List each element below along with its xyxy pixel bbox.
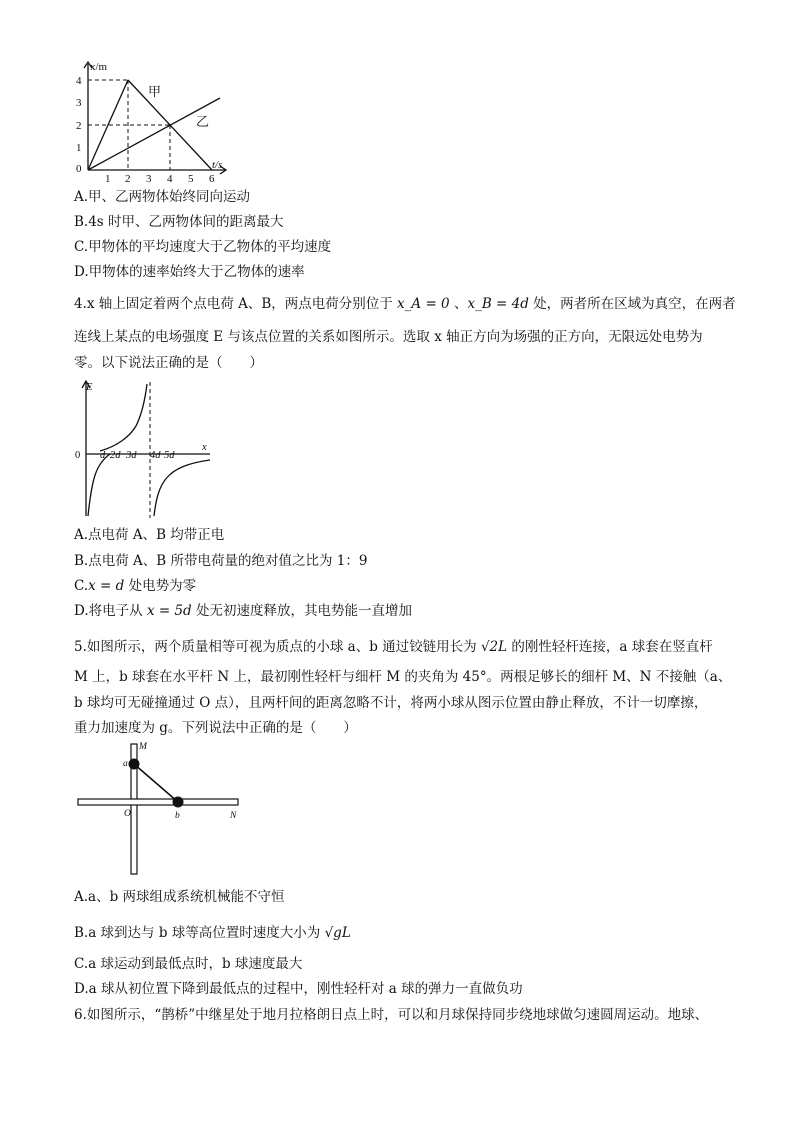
y-axis-label: x/m: [90, 61, 108, 73]
q4-stem-part1: 4.x 轴上固定着两个点电荷 A、B，两点电荷分别位于: [74, 296, 398, 312]
q4-stem-line3: 零。以下说法正确的是（ ）: [74, 355, 263, 371]
q4-option-d-suffix: 处无初速度释放，其电势能一直增加: [191, 603, 412, 619]
ball-b: [173, 797, 184, 808]
y-tick-2: 2: [76, 120, 82, 132]
q4-stem-part2: 处，两者所在区域为真空，在两者: [528, 296, 736, 312]
q4-stem-line1: [74, 295, 736, 313]
y-tick-4: 4: [76, 75, 82, 87]
q5-stem-line4: 重力加速度为 g。下列说法中正确的是（ ）: [74, 720, 357, 736]
q4-stem-line2: 连线上某点的电场强度 E 与该点位置的关系如图所示。选取 x 轴正方向为场强的正方向，无限远处电势为: [74, 329, 703, 345]
q5-option-b-prefix: B.a 球到达与 b 球等高位置时速度大小为: [74, 925, 325, 941]
q4-xb-equation: x_B = 4d: [467, 296, 529, 312]
y-tick-3: 3: [76, 97, 82, 109]
e-tick-d: d: [100, 450, 106, 461]
x-tick-3: 3: [146, 173, 152, 185]
q6-stem-line1: 6.如图所示，“鹊桥”中继星处于地月拉格朗日点上时，可以和月球保持同步绕地球做匀速圆周运动。地球、: [74, 1007, 709, 1023]
q3-option-d: D.甲物体的速率始终大于乙物体的速率: [74, 264, 305, 280]
field-curve-middle-branch: [100, 384, 147, 451]
q5-stem-line3: b 球均可无碰撞通过 O 点），且两杆间的距离忽略不计，将两小球从图示位置由静止释放，不计一切摩擦，: [74, 695, 708, 711]
q3-option-a: A.甲、乙两物体始终同向运动: [74, 189, 251, 205]
label-b: b: [175, 811, 180, 821]
label-jia: 甲: [148, 84, 162, 99]
q3-option-c: C.甲物体的平均速度大于乙物体的平均速度: [74, 239, 332, 255]
x-axis-label: t/s: [212, 159, 223, 171]
field-curve-right-branch: [154, 460, 210, 516]
q5-option-a: A.a、b 两球组成系统机械能不守恒: [74, 889, 285, 905]
q5-option-d: D.a 球从初位置下降到最低点的过程中，刚性轻杆对 a 球的弹力一直做负功: [74, 981, 523, 997]
x-tick-6: 6: [209, 173, 215, 185]
q4-option-d: [74, 602, 412, 620]
q4-option-c-suffix: 处电势为零: [124, 578, 197, 594]
e-tick-3d: 3d: [126, 450, 137, 461]
label-yi: 乙: [196, 114, 210, 129]
rod-ball-figure: [72, 740, 252, 878]
e-x-axis-label: x: [202, 442, 207, 453]
e-tick-2d: 2d: [110, 450, 121, 461]
horizontal-rod-n: [78, 799, 238, 805]
e-tick-5d: 5d: [164, 450, 175, 461]
e-y-axis-label: E: [86, 382, 93, 393]
q4-option-a: A.点电荷 A、B 均带正电: [74, 527, 225, 543]
q4-option-c: [74, 577, 196, 595]
q4-xa-equation: x_A = 0: [397, 296, 450, 312]
y-tick-0: 0: [76, 163, 82, 175]
e-origin-label: 0: [75, 450, 81, 461]
label-n: N: [230, 811, 237, 821]
q5-stem-part1: 5.如图所示，两个质量相等可视为质点的小球 a、b 通过铰链用长为: [74, 639, 481, 655]
x-tick-2: 2: [125, 173, 131, 185]
q5-stem-line2: M 上，b 球套在水平杆 N 上，最初刚性轻杆与细杆 M 的夹角为 45°。两根足够长的细杆 M、N 不接触（a、: [74, 669, 732, 685]
x-tick-1: 1: [105, 173, 111, 185]
field-curve-left-branch: [88, 454, 110, 516]
q3-option-b: B.4s 时甲、乙两物体间的距离最大: [74, 214, 284, 230]
rigid-light-rod: [134, 764, 178, 802]
label-o: O: [124, 809, 131, 819]
q4-option-d-equation: x = 5d: [146, 603, 192, 619]
label-m: M: [139, 742, 147, 752]
label-a: a: [123, 759, 128, 769]
q5-rod-length-equation: √2L: [480, 639, 508, 655]
q4-option-c-prefix: C.: [74, 578, 89, 594]
jia-line-rise: [88, 80, 128, 170]
q4-option-c-equation: x = d: [88, 578, 125, 594]
q5-stem-part2: 的刚性轻杆连接，a 球套在竖直杆: [507, 639, 713, 655]
e-tick-4d: 4d: [150, 450, 161, 461]
q5-option-b-equation: √gL: [324, 925, 351, 941]
q5-option-b: [74, 924, 351, 942]
x-tick-5: 5: [188, 173, 194, 185]
ball-a: [129, 759, 140, 770]
xt-graph-figure: [60, 58, 230, 186]
q5-option-c: C.a 球运动到最低点时，b 球速度最大: [74, 956, 303, 972]
y-tick-1: 1: [76, 142, 82, 154]
q4-separator: 、: [449, 296, 468, 312]
q4-option-b: B.点电荷 A、B 所带电荷量的绝对值之比为 1：9: [74, 553, 368, 569]
e-x-graph-figure: [70, 378, 220, 524]
q4-option-d-prefix: D.将电子从: [74, 603, 147, 619]
x-tick-4: 4: [167, 173, 173, 185]
q5-stem-line1: [74, 638, 713, 656]
